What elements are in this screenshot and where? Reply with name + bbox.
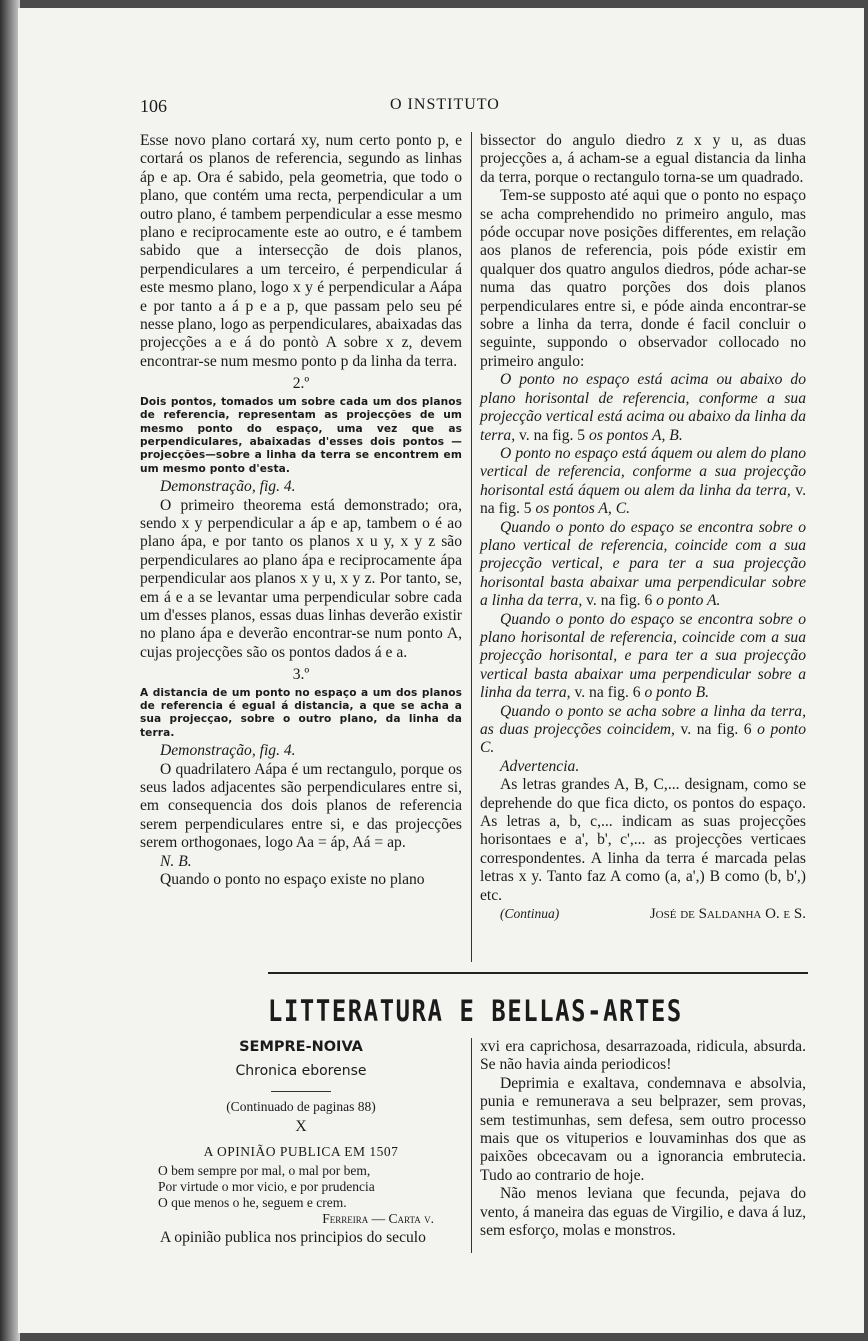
column-divider xyxy=(471,1038,472,1253)
rule-points: o ponto B. xyxy=(644,684,710,702)
book-binding xyxy=(0,0,20,1341)
verse-line: O que menos o he, seguem e crem. xyxy=(158,1195,347,1211)
story-subtitle: Chronica eborense xyxy=(235,1063,367,1080)
chapter-number: X xyxy=(295,1118,307,1136)
continua-note: (Continua) xyxy=(500,906,560,922)
paragraph: Quando o ponto no espaço existe no plano xyxy=(160,871,425,889)
column-divider xyxy=(471,132,472,962)
left-column xyxy=(140,132,462,889)
section-number: 3.º xyxy=(292,666,310,684)
right-column xyxy=(480,132,806,923)
verse-source: Ferreira — Carta v. xyxy=(322,1211,434,1227)
rule-paragraph xyxy=(480,703,806,758)
rule-text: Quando o ponto do espaço se encontra sobre o plano horisontal de referencia, coincide com a sua projecção horisontal, e para ter a sua projecção vertical basta abaixar uma perpendicular sobre a linha da terra, xyxy=(480,610,806,702)
rule-points: os pontos A, B. xyxy=(589,426,683,444)
verse-line: O bem sempre por mal, o mal por bem, xyxy=(158,1163,371,1179)
section-number: 2.º xyxy=(292,375,310,393)
figure-reference: v. na fig. 6 xyxy=(674,721,758,738)
figure-reference: v. na fig. 6 xyxy=(582,592,657,610)
paragraph: Tem-se supposto até aqui que o ponto no espaço se acha comprehendido no primeiro angulo, mas póde occupar nove posições differentes, em relação aos planos de referencia, pois póde existir em qualquer dos quatro angulos diedros, póde achar-se numa das quatro porções dos dois planos perpendiculares entre si, e póde ainda encontrar-se sobre a linha da terra, donde é facil concluir o seguinte, suppondo o observador collocado no primeiro angulo: xyxy=(480,187,806,370)
rule-text: O ponto no espaço está áquem ou alem do plano vertical de referencia, conforme a sua projecção horisontal está áquem ou alem da linha da terra, xyxy=(480,444,806,499)
rule-text: Quando o ponto do espaço se encontra sobre o plano vertical de referencia, coincide com a sua projecção vertical, e para ter a sua projecção horisontal basta abaixar uma perpendicular sobre a linha da terra, xyxy=(480,518,806,610)
signature-line xyxy=(480,905,806,923)
rule-text: O ponto no espaço está acima ou abaixo do plano horisontal de referencia, conforme a sua projecção vertical está acima ou abaixo da linha da terra, xyxy=(480,371,806,444)
verse-line: Por virtude o mor vicio, e por prudencia xyxy=(158,1179,375,1195)
paragraph: xvi era caprichosa, desarrazoada, ridicula, absurda. Se não havia ainda periodicos! xyxy=(480,1038,806,1074)
document-page xyxy=(18,8,864,1333)
paragraph: Deprimia e exaltava, condemnava e absolvia, punia e remunerava a seu belprazer, sem provas, sem testimunhas, sem defesa, sem outro processo mais que os vituperios e louvaminhas dos que as paixões obcecavam ou a ignorancia embrutecia. Tudo ao contrario de hoje. xyxy=(480,1074,806,1184)
rule-paragraph xyxy=(480,519,806,611)
continued-note: (Continuado de paginas 88) xyxy=(226,1098,376,1114)
paragraph: Esse novo plano cortará xy, num certo ponto p, e cortará os planos de referencia, segundo as linhas áp e ap. Ora é sabido, pela geometria, que todo o plano, que contém uma recta, perpendicular a um outro plano, é tambem perpendicular a esse mesmo plano e reciprocamente este ao outro, e é tambem sabido que a intersecção de dois planos, perpendiculares a um terceiro, é perpendicular á este mesmo plano, logo x y é perpendicular a Aápa e por tanto a á p e a p, que passam pelo seu pé nesse plano, logo as perpendiculares, abaixadas das projecções a e á do pontò A sobre x z, devem encontrar-se num mesmo ponto p da linha da terra. xyxy=(140,132,462,370)
story-title: SEMPRE-NOIVA xyxy=(239,1039,363,1055)
paragraph: O quadrilatero Aápa é um rectangulo, porque os seus lados adjacentes são perpendiculares entre si, em consequencia dos dois planos de referencia serem perpendiculares entre si, e das projecções serem orthogonaes, logo Aa = áp, Aá = ap. xyxy=(140,760,462,852)
paragraph: O primeiro theorema está demonstrado; ora, sendo x y perpendicular a áp e ap, tambem o é ao plano ápa, e por tanto os planos x u y, x y z são perpendiculares ao plano ápa e reciprocamente ápa perpendicular aos planos x y u, x y z. Por tanto, se, em á e a se levantar uma perpendicular sobre cada um d'esses planos, essas duas linhas deverão existir no plano ápa e deverão encontrar-se num ponto A, cujas projecções são os pontos dados á e a. xyxy=(140,496,462,661)
demonstration-label: Demonstração, fig. 4. xyxy=(160,742,296,760)
page-number: 106 xyxy=(140,96,167,116)
rule-paragraph xyxy=(480,611,806,703)
rule-points: os pontos A, C. xyxy=(535,500,631,518)
figure-reference: v. na fig. 5 xyxy=(515,426,590,444)
paragraph: As letras grandes A, B, C,... designam, como se deprehende do que fica dicto, os pontos do espaço. As letras a, b, c,... indicam as suas projecções horisontaes e a', b', c',... as projecções verticaes correspondentes. A linha da terra é marcada pelas letras x y. Tanto faz A como (a, a',) B como (b, b',) etc. xyxy=(480,776,806,904)
section-title: LITTERATURA E BELLAS-ARTES xyxy=(268,994,683,1028)
paragraph: bissector do angulo diedro z x y u, as duas projecções a, á acham-se a egual distancia da linha da terra, porque o rectangulo torna-se um quadrado. xyxy=(480,132,806,186)
demonstration-label: Demonstração, fig. 4. xyxy=(160,478,296,496)
story-left-column xyxy=(140,1038,462,1247)
figure-reference: v. na fig. 6 xyxy=(570,684,645,702)
rule-text: Quando o ponto se acha sobre a linha da terra, as duas projecções coincidem, xyxy=(480,702,806,738)
story-right-column xyxy=(480,1038,806,1240)
nota-bene: N. B. xyxy=(160,852,192,870)
rule-paragraph xyxy=(480,445,806,519)
paragraph: A opinião publica nos principios do seculo xyxy=(160,1229,426,1247)
rule-points: o ponto C. xyxy=(480,721,806,757)
section-separator xyxy=(268,972,808,974)
running-title: O INSTITUTO xyxy=(390,96,500,113)
theorem-statement: Dois pontos, tomados um sobre cada um dos planos de referencia, representam as projecções de um mesmo ponto do espaço, uma vez que as perpendiculares, abaixadas d'esses dois pontos —projecções—sobre a linha da terra se encontrem em um mesmo ponto d'esta. xyxy=(140,395,462,475)
rule-paragraph xyxy=(480,371,806,445)
short-rule xyxy=(271,1091,331,1092)
author-signature: José de Saldanha O. e S. xyxy=(649,906,806,923)
advertencia-label: Advertencia. xyxy=(500,757,580,775)
figure-reference: v. na fig. 5 xyxy=(480,481,806,518)
theorem-statement: A distancia de um ponto no espaço a um dos planos de referencia é egual á distancia, a que se acha a sua projecçao, sobre o outro plano, da linha da terra. xyxy=(140,686,462,739)
paragraph: Não menos leviana que fecunda, pejava do vento, á maneira das eguas de Virgilio, e dava á luz, sem esforço, molas e monstros. xyxy=(480,1185,806,1240)
chapter-title: A OPINIÃO PUBLICA EM 1507 xyxy=(203,1143,399,1159)
rule-points: o ponto A. xyxy=(656,592,721,610)
